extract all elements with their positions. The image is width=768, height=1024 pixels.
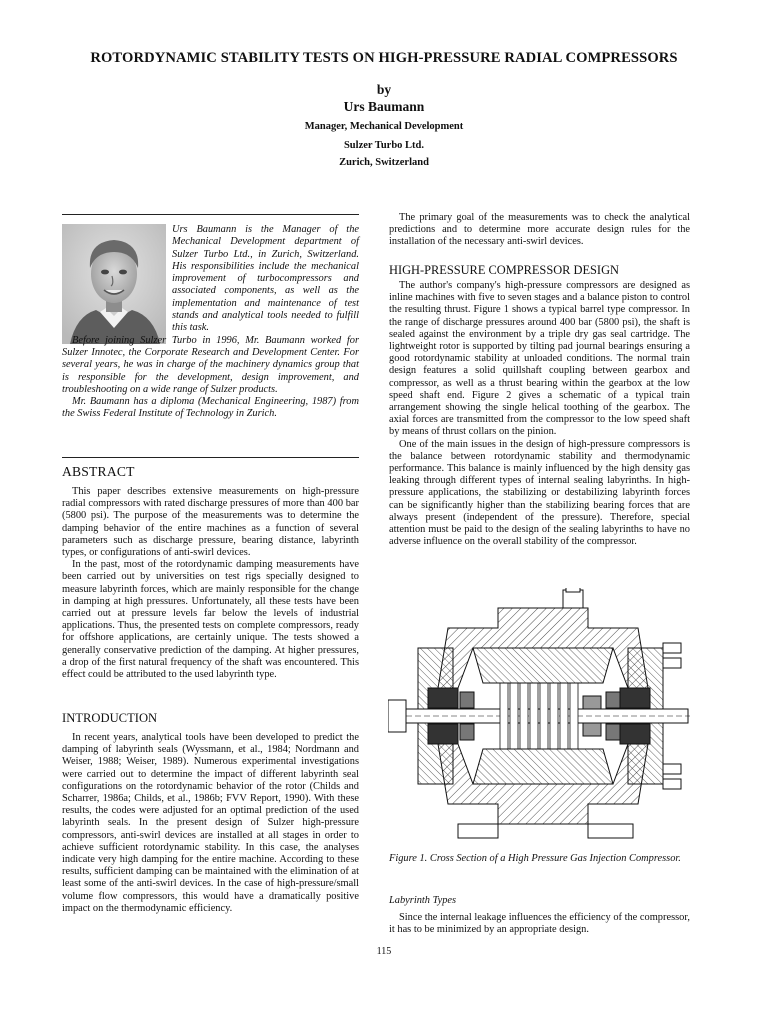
introduction-body	[62, 732, 359, 915]
abstract-paragraph: This paper describes extensive measurements on high-pressure radial compressors with rated discharge pressures of more than 400 bar (5800 psi). The purpose of the measurements was to determine the damping behavior of the entire machines as a function of several parameters such as discharge pressure, bearing distance, labyrinth types, or configurations of anti-swirl devices.	[62, 486, 359, 559]
author-name: Urs Baumann	[343, 99, 425, 114]
figure-1-caption: Figure 1. Cross Section of a High Pressure Gas Injection Compressor.	[389, 853, 681, 864]
hp-design-heading: HIGH-PRESSURE COMPRESSOR DESIGN	[389, 263, 619, 277]
author-biography	[62, 224, 359, 421]
byline-label: by	[376, 82, 392, 97]
page-number: 115	[376, 946, 392, 957]
bio-paragraph: Urs Baumann is the Manager of the Mechanical Development department of Sulzer Turbo Ltd., in Zurich, Switzerland. His responsibilities include the mechanical improvement of turbocompressors and associated components, as well as the implementation and maintenance of test stands and analytical tools needed to fulfill this task.	[172, 224, 359, 334]
labyrinth-paragraph: Since the internal leakage influences the efficiency of the compressor, it has to be minimized by an appropriate design.	[389, 912, 690, 936]
bio-bottom-rule	[62, 457, 359, 458]
introduction-paragraph: In recent years, analytical tools have been developed to predict the damping of labyrinth seals (Wyssmann, et al., 1984; Nordmann and Weiser, 1988; Weiser, 1989). Numerous experimental investigations were carried out to determine the impact of different labyrinth seal configurations on the rotordynamic behavior of the rotor (Childs and Scharrer, 1986a; Childs, et al., 1986b; FVV Report, 1990). With these results, the codes were adjusted for an optimal prediction of the used labyrinth seals. In the present design of Sulzer high-pressure compressors, anti-swirl devices are installed at all stages in order to achieve sufficient rotordynamic stability. In this case, the analyses indicate very high damping for the entire machine. According to these results, sufficient damping can be maintained with the elimination of at least some of the anti-swirl devices. In the case of high-pressure/small volume flow compressors, this would have a dramatically positive impact on the thermodynamic efficiency.	[62, 732, 359, 914]
labyrinth-types-body	[389, 912, 690, 936]
goal-paragraph: The primary goal of the measurements was to check the analytical predictions and to determine more accurate design rules for the installation of the necessary anti-swirl devices.	[389, 212, 690, 248]
goal-text	[389, 212, 690, 249]
bio-paragraph: Mr. Baumann has a diploma (Mechanical Engineering, 1987) from the Swiss Federal Institute of Technology in Zurich.	[62, 396, 359, 420]
author-company: Sulzer Turbo Ltd.	[343, 140, 425, 151]
author-location: Zurich, Switzerland	[339, 157, 429, 168]
abstract-heading: ABSTRACT	[62, 464, 135, 479]
abstract-paragraph: In the past, most of the rotordynamic damping measurements have been carried out by universities on test rigs specially designed to measure labyrinth forces, which are mainly responsible for the change in damping at high pressures. Unfortunately, all these tests have been carried out at pressure levels far below the levels of industrial applications. Thus, the presented tests on complete compressors, ready for offshore applications, are certainly unique. The tests showed a generally conservative prediction of the damping. At higher pressures, a drop of the first natural frequency of the shaft was encountered. This effect could be attributed to the used labyrinth type.	[62, 559, 359, 681]
author-position: Manager, Mechanical Development	[304, 121, 464, 132]
bio-top-rule	[62, 214, 359, 215]
bio-paragraph: Before joining Sulzer Turbo in 1996, Mr. Baumann worked for Sulzer Innotec, the Corporate Research and Development Center. For several years, he was in charge of the machinery dynamics group that is responsible for the development, design improvement, and troubleshooting on a wide range of Sulzer products.	[62, 334, 359, 395]
labyrinth-types-heading: Labyrinth Types	[389, 895, 457, 906]
introduction-heading: INTRODUCTION	[62, 711, 158, 725]
hp-design-body	[389, 280, 690, 548]
compressor-cross-section-icon	[388, 588, 690, 844]
figure-1-drawing	[388, 588, 690, 844]
hp-design-paragraph: The author's company's high-pressure compressors are designed as inline machines with five to seven stages and a balance piston to control the resulting thrust. Figure 1 shows a typical barrel type compressor. In the range of discharge pressures around 400 bar (5800 psi), the shaft is sealed against the environment by a triple dry gas seal cartridge. The lightweight rotor is supported by tilting pad journal bearings ensuring a good rotordynamic stability at unloaded conditions. The normal train design features a solid quillshaft coupling between gearbox and compressor, as well as a thrust bearing within the gearbox at the low speed shaft end. Figure 2 gives a schematic of a typical train arrangement showing the single helical toothing of the gearbox. The axial forces are transmitted from the compressor to the low speed shaft by means of thrust collars on the pinion.	[389, 280, 690, 438]
hp-design-paragraph: One of the main issues in the design of high-pressure compressors is the balance between rotordynamic stability and thermodynamic performance. This balance is mainly influenced by the high density gas leaking through different types of internal sealing labyrinths. In high-pressure applications, the stabilizing or destabilizing labyrinth forces can be significantly higher than the stabilizing bearing forces that are always present (independent of the pressure). Therefore, special attention must be paid to the design of the sealing labyrinths to have no adverse influence on the overall stability of the compressor.	[389, 438, 690, 548]
abstract-body	[62, 486, 359, 681]
paper-title: ROTORDYNAMIC STABILITY TESTS ON HIGH-PRESSURE RADIAL COMPRESSORS	[90, 50, 678, 66]
